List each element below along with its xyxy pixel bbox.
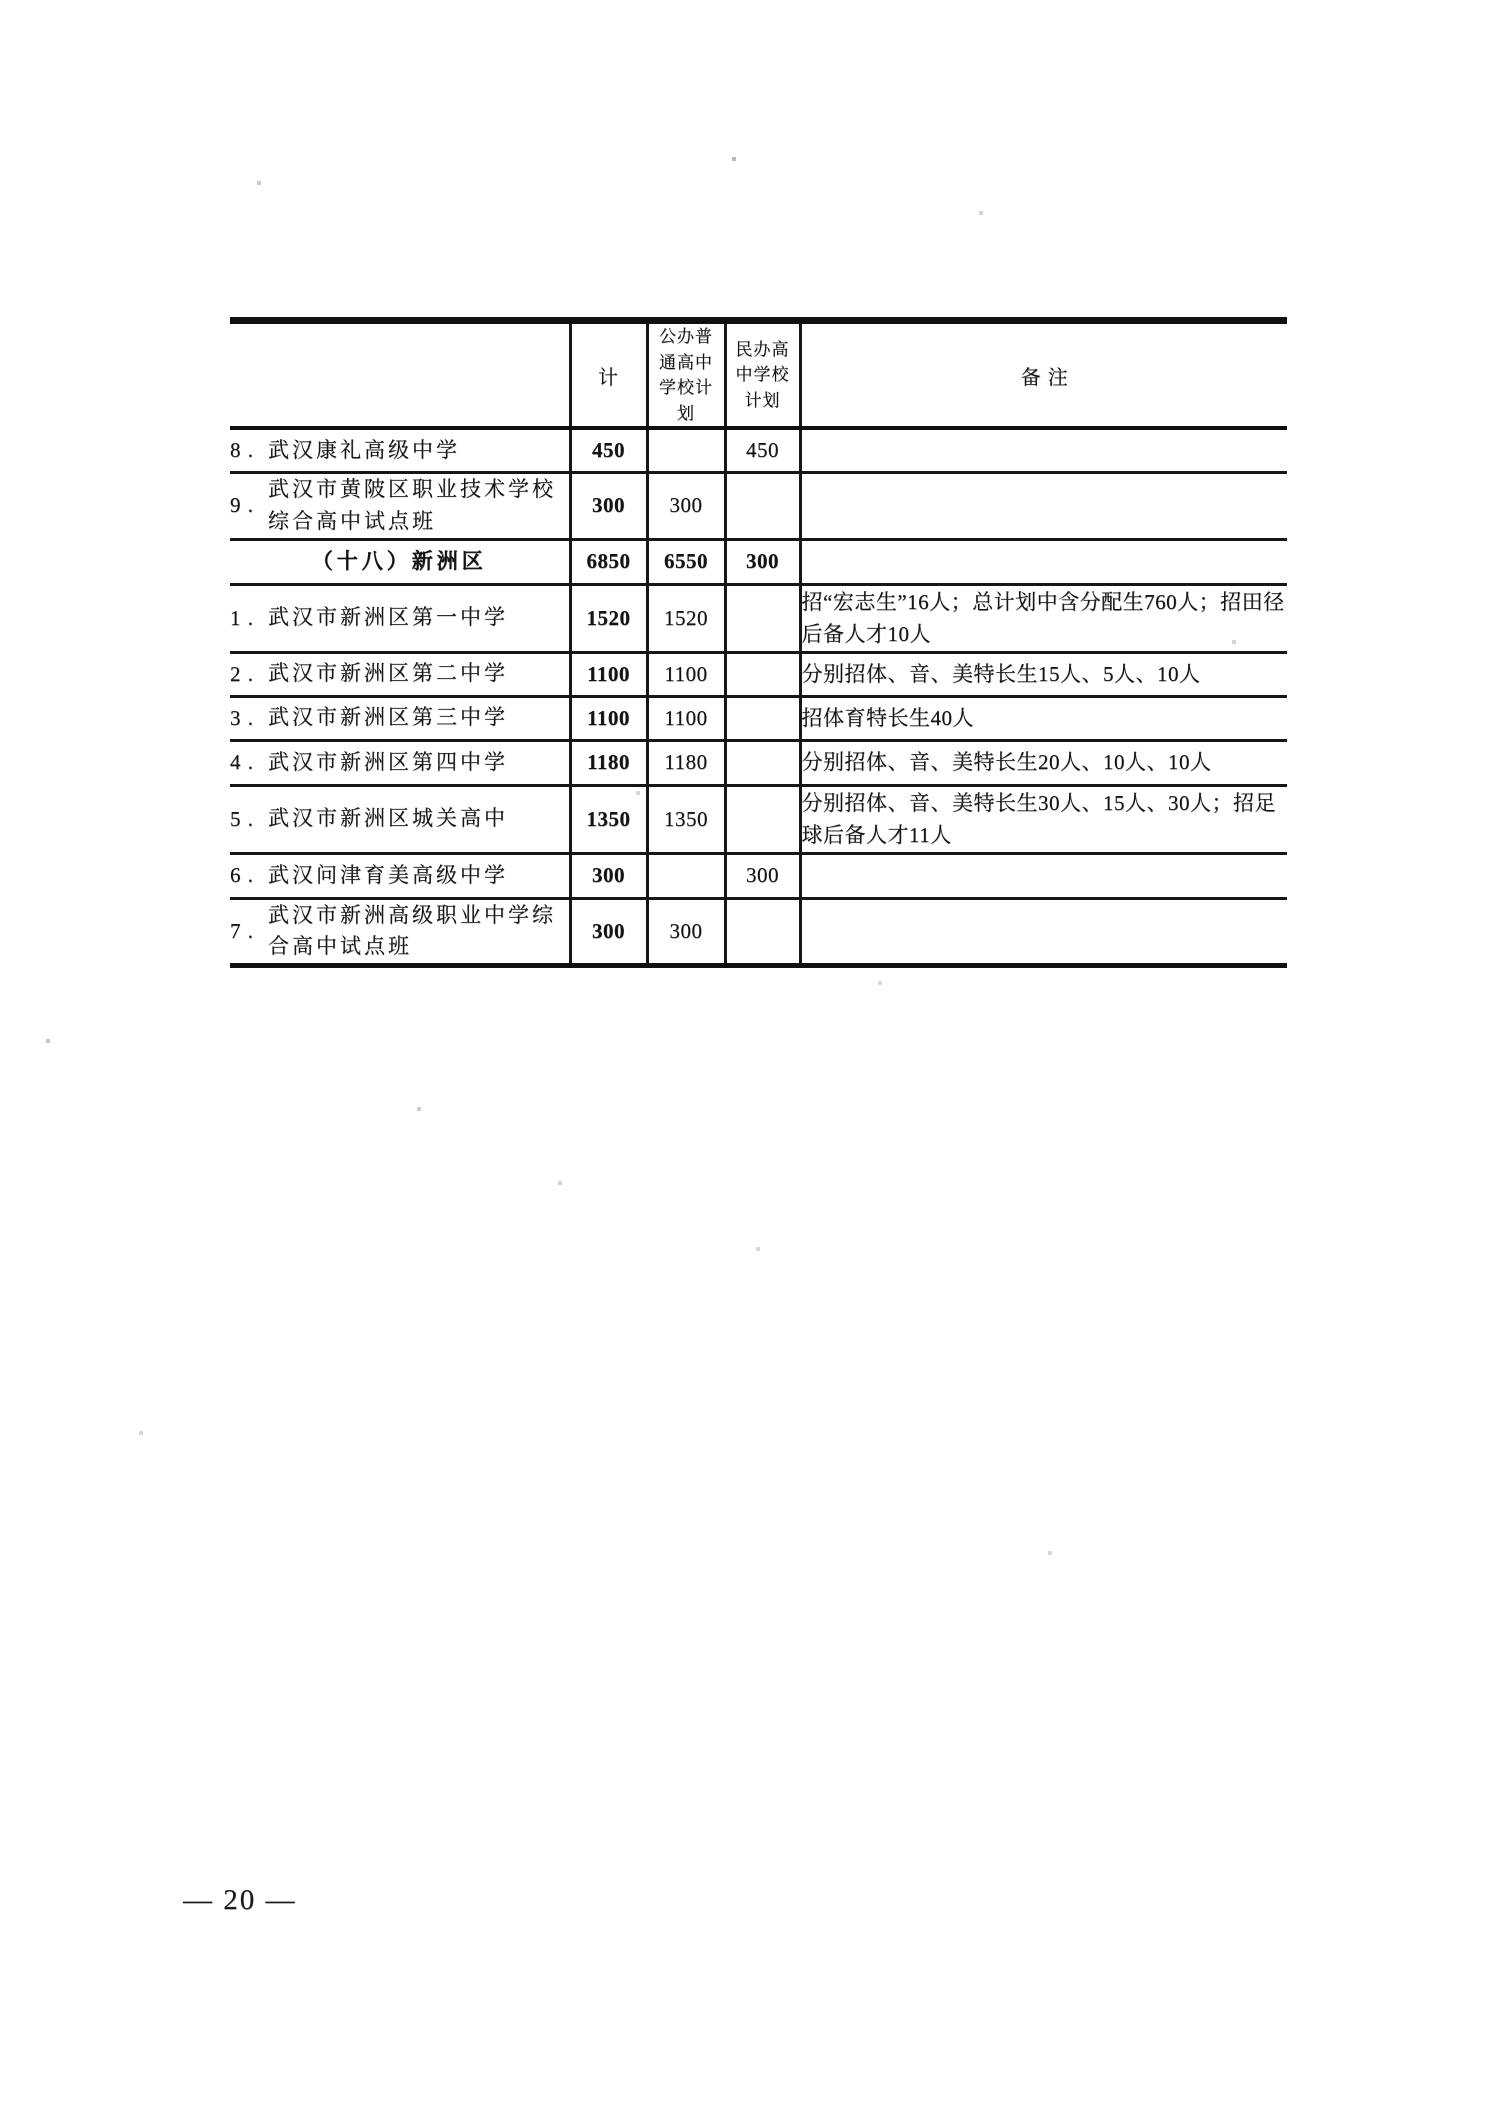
total-value: 300 [570, 853, 647, 898]
private-plan-value [725, 652, 800, 696]
table-row [230, 428, 1287, 472]
total-value: 1100 [570, 652, 647, 696]
remark-value: 招体育特长生40人 [800, 696, 1287, 740]
row-number: 3 . [230, 705, 254, 730]
remark-value: 招“宏志生”16人；总计划中含分配生760人；招田径后备人才10人 [800, 584, 1287, 652]
header-public-plan-label: 公办普通高中学校计划 [659, 327, 713, 423]
school-name: 武汉市新洲区第四中学 [268, 749, 508, 774]
public-plan-value: 1180 [647, 740, 725, 785]
total-value: 450 [570, 428, 647, 472]
public-plan-value: 1520 [647, 584, 725, 652]
public-plan-value: 300 [647, 898, 725, 965]
table-row [230, 898, 1287, 965]
remark-value [800, 898, 1287, 965]
row-number: 9 . [230, 493, 254, 517]
public-plan-value: 6550 [647, 539, 725, 584]
header-total [570, 321, 647, 429]
public-plan-value: 1350 [647, 785, 725, 853]
header-private-plan-label: 民办高中学校计划 [735, 339, 790, 410]
remark-value [800, 428, 1287, 472]
table-row [230, 853, 1287, 898]
school-name: 武汉市新洲区第一中学 [268, 605, 508, 630]
private-plan-value [725, 696, 800, 740]
row-number: 1 . [230, 605, 254, 630]
school-name-cell [230, 539, 570, 584]
page-number: — 20 — [183, 1884, 297, 1916]
total-value: 6850 [570, 539, 647, 584]
school-name: 武汉市新洲区第二中学 [268, 661, 508, 686]
header-public-plan [647, 321, 725, 429]
school-name-cell [230, 472, 570, 539]
remark-value [800, 853, 1287, 898]
total-value: 1100 [570, 696, 647, 740]
row-number: 4 . [230, 750, 254, 775]
private-plan-value: 300 [725, 853, 800, 898]
school-name-cell [230, 584, 570, 652]
row-number: 8 . [230, 437, 254, 462]
public-plan-value: 1100 [647, 696, 725, 740]
school-name: 武汉市黄陂区职业技术学校综合高中试点班 [268, 477, 556, 533]
table-row [230, 584, 1287, 652]
school-name-cell [230, 853, 570, 898]
school-name: 武汉康礼高级中学 [268, 437, 460, 462]
table-row [230, 539, 1287, 584]
enrollment-plan-table [230, 317, 1287, 968]
school-name-cell [230, 652, 570, 696]
public-plan-value: 1100 [647, 652, 725, 696]
table-header-row [230, 321, 1287, 429]
school-name: 武汉问津育美高级中学 [268, 862, 508, 887]
total-value: 300 [570, 472, 647, 539]
remark-value: 分别招体、音、美特长生20人、10人、10人 [800, 740, 1287, 785]
table-row [230, 696, 1287, 740]
header-private-plan [725, 321, 800, 429]
remark-value [800, 472, 1287, 539]
remark-value [800, 539, 1287, 584]
school-name-cell [230, 428, 570, 472]
header-total-label: 计 [598, 366, 619, 389]
table-row [230, 785, 1287, 853]
total-value: 300 [570, 898, 647, 965]
header-remark-label: 备注 [1020, 366, 1075, 389]
header-remark [800, 321, 1287, 429]
school-name-cell [230, 785, 570, 853]
school-name-cell [230, 740, 570, 785]
scan-noise-specks [0, 0, 2, 2]
school-name: 武汉市新洲区城关高中 [268, 806, 508, 831]
table-row [230, 652, 1287, 696]
school-name: 武汉市新洲区第三中学 [268, 705, 508, 730]
table-row [230, 740, 1287, 785]
private-plan-value [725, 898, 800, 965]
school-name-cell [230, 696, 570, 740]
private-plan-value: 450 [725, 428, 800, 472]
private-plan-value [725, 584, 800, 652]
row-number: 6 . [230, 863, 254, 888]
school-name-cell [230, 898, 570, 965]
total-value: 1180 [570, 740, 647, 785]
public-plan-value [647, 853, 725, 898]
school-name: （十八）新洲区 [311, 548, 487, 573]
row-number: 5 . [230, 806, 254, 831]
private-plan-value [725, 740, 800, 785]
total-value: 1350 [570, 785, 647, 853]
private-plan-value [725, 472, 800, 539]
total-value: 1520 [570, 584, 647, 652]
row-number: 7 . [230, 918, 254, 943]
private-plan-value: 300 [725, 539, 800, 584]
row-number: 2 . [230, 661, 254, 686]
private-plan-value [725, 785, 800, 853]
header-school-name [230, 321, 570, 429]
public-plan-value [647, 428, 725, 472]
table-row [230, 472, 1287, 539]
public-plan-value: 300 [647, 472, 725, 539]
remark-value: 分别招体、音、美特长生15人、5人、10人 [800, 652, 1287, 696]
remark-value: 分别招体、音、美特长生30人、15人、30人；招足球后备人才11人 [800, 785, 1287, 853]
school-name: 武汉市新洲高级职业中学综合高中试点班 [268, 902, 556, 959]
